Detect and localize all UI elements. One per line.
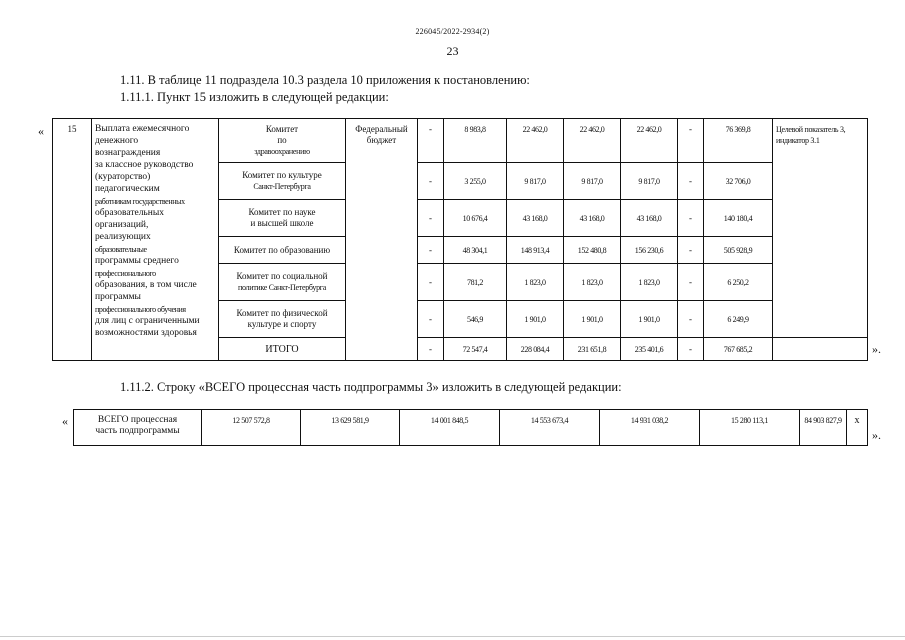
table-total-row	[73, 409, 868, 446]
document-number: 226045/2022-2934(2)	[415, 27, 490, 36]
value-cell: 84 903 827,9	[800, 410, 847, 446]
value-cell: 14 931 038,2	[600, 410, 700, 446]
value-cell: 6 250,2	[704, 264, 773, 301]
paragraph-1-11-2: 1.11.2. Строку «ВСЕГО процессная часть подпрограммы 3» изложить в следующей редакции:	[120, 380, 622, 394]
total-cell: 235 401,6	[621, 338, 678, 361]
value-cell: 148 913,4	[507, 237, 564, 264]
value-cell: 32 706,0	[704, 163, 773, 200]
paragraph-1-11-1: 1.11.1. Пункт 15 изложить в следующей редакции:	[120, 90, 389, 104]
committee-cell: Комитет по социальной политике Санкт-Петербурга	[219, 264, 346, 301]
page-number: 23	[446, 44, 459, 58]
total-cell: -	[418, 338, 444, 361]
total-cell: -	[678, 338, 704, 361]
total-cell: 767 685,2	[704, 338, 773, 361]
committee-cell: Комитет по образованию	[219, 237, 346, 264]
x-cell: x	[847, 410, 868, 446]
value-cell: 1 901,0	[564, 301, 621, 338]
value-cell: -	[418, 301, 444, 338]
committee-cell: Комитет по культуре Санкт-Петербурга	[219, 163, 346, 200]
total-row-label: ВСЕГО процессная часть подпрограммы	[74, 410, 202, 446]
value-cell: -	[418, 163, 444, 200]
value-cell: 14 001 848,5	[400, 410, 500, 446]
committee-cell: Комитет по науке и высшей школе	[219, 200, 346, 237]
value-cell: -	[678, 264, 704, 301]
value-cell: 13 629 581,9	[301, 410, 400, 446]
value-cell: 156 230,6	[621, 237, 678, 264]
value-cell: -	[418, 237, 444, 264]
paragraph-1-11: 1.11. В таблице 11 подраздела 10.3 раздела 10 приложения к постановлению:	[120, 73, 530, 87]
item-description: Выплата ежемесячного денежного вознаграждения за классное руководство (кураторство) педагогическим работникам государственных образовательных организаций, реализующих образовательные программы среднего профессионального образования, в том числе программы профессионального обучения для лиц с ограниченными возможностями здоровья	[92, 119, 219, 361]
funding-source: Федеральный бюджет	[346, 119, 418, 361]
value-cell: 15 280 113,1	[700, 410, 800, 446]
total-cell: 228 084,4	[507, 338, 564, 361]
scan-edge	[0, 636, 905, 637]
value-cell: 9 817,0	[507, 163, 564, 200]
value-cell: 22 462,0	[621, 119, 678, 163]
value-cell: 1 823,0	[507, 264, 564, 301]
value-cell: 1 901,0	[621, 301, 678, 338]
item-number: 15	[53, 119, 92, 361]
value-cell: -	[678, 119, 704, 163]
total-cell: 231 651,8	[564, 338, 621, 361]
value-cell: 152 480,8	[564, 237, 621, 264]
value-cell: 6 249,9	[704, 301, 773, 338]
value-cell: 1 823,0	[621, 264, 678, 301]
value-cell: -	[418, 264, 444, 301]
value-cell: 3 255,0	[444, 163, 507, 200]
committee-cell: Комитет по физической культуре и спорту	[219, 301, 346, 338]
value-cell: 9 817,0	[564, 163, 621, 200]
value-cell: 43 168,0	[564, 200, 621, 237]
value-cell: -	[418, 200, 444, 237]
committee-cell: Комитет по здравоохранению	[219, 119, 346, 163]
value-cell: -	[678, 163, 704, 200]
value-cell: 43 168,0	[507, 200, 564, 237]
value-cell: 22 462,0	[564, 119, 621, 163]
table-item-15	[52, 118, 868, 361]
opening-quote: «	[38, 124, 44, 138]
value-cell: 505 928,9	[704, 237, 773, 264]
value-cell: 781,2	[444, 264, 507, 301]
value-cell: 546,9	[444, 301, 507, 338]
closing-quote: ».	[872, 342, 881, 356]
empty-cell	[773, 338, 868, 361]
value-cell: -	[678, 237, 704, 264]
value-cell: 14 553 673,4	[500, 410, 600, 446]
value-cell: 9 817,0	[621, 163, 678, 200]
total-cell: 72 547,4	[444, 338, 507, 361]
value-cell: 76 369,8	[704, 119, 773, 163]
value-cell: 140 180,4	[704, 200, 773, 237]
value-cell: -	[678, 301, 704, 338]
opening-quote-2: «	[62, 414, 68, 428]
value-cell: -	[678, 200, 704, 237]
value-cell: 1 823,0	[564, 264, 621, 301]
value-cell: 12 507 572,8	[202, 410, 301, 446]
value-cell: 10 676,4	[444, 200, 507, 237]
value-cell: 1 901,0	[507, 301, 564, 338]
value-cell: 8 983,8	[444, 119, 507, 163]
value-cell: 43 168,0	[621, 200, 678, 237]
closing-quote-2: ».	[872, 428, 881, 442]
indicator: Целевой показатель 3, индикатор 3.1	[773, 119, 868, 338]
value-cell: 48 304,1	[444, 237, 507, 264]
value-cell: -	[418, 119, 444, 163]
total-label: ИТОГО	[219, 338, 346, 361]
value-cell: 22 462,0	[507, 119, 564, 163]
